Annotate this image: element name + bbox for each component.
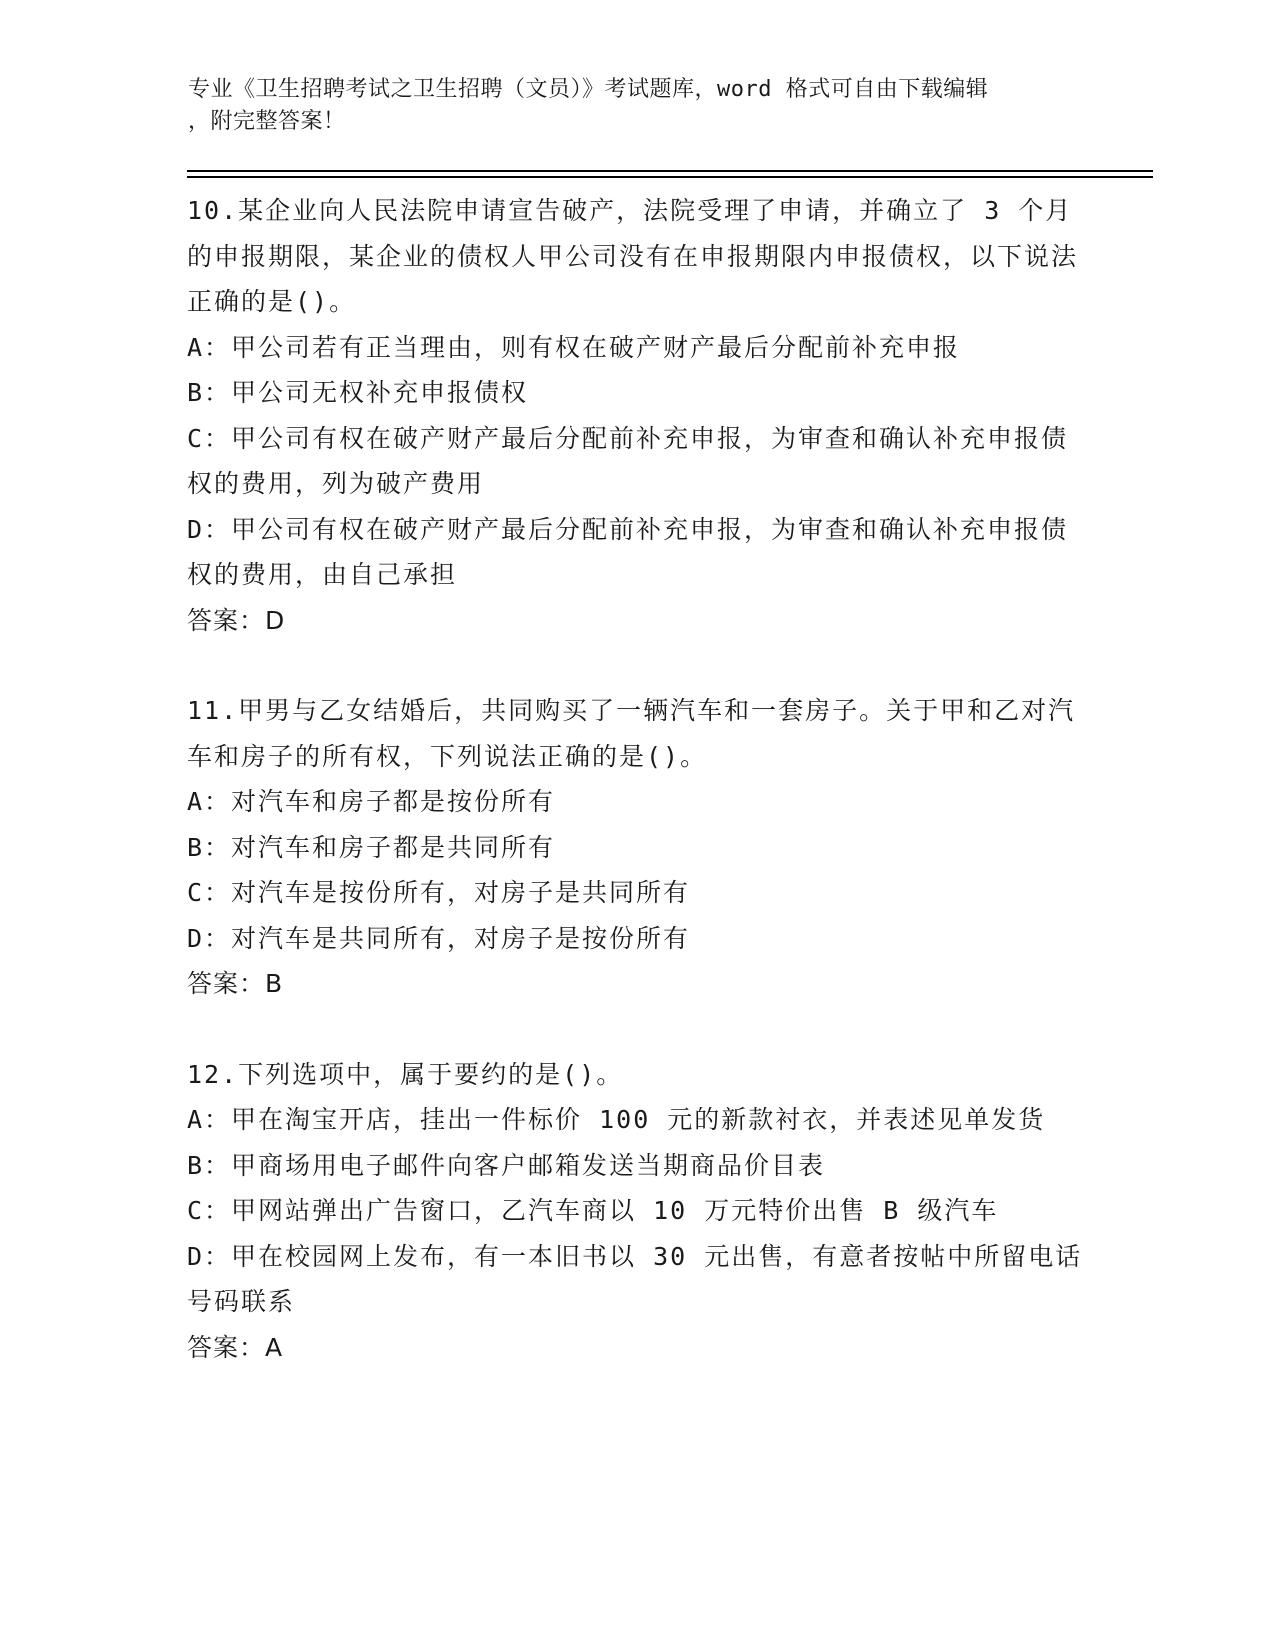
- option-a: A：甲公司若有正当理由，则有权在破产财产最后分配前补充申报: [187, 332, 961, 362]
- option-b: B：甲公司无权补充申报债权: [187, 378, 529, 407]
- question-11: [187, 688, 1087, 1007]
- option-b: B：甲商场用电子邮件向客户邮箱发送当期商品价目表: [187, 1150, 826, 1180]
- option-a: A：甲在淘宝开店，挂出一件标价 100 元的新款衬衣，并表述见单发货: [187, 1105, 1046, 1134]
- header-line-2: ，附完整答案！: [188, 109, 346, 134]
- question-10: [187, 188, 1087, 643]
- answer-label: 答案：: [187, 1332, 266, 1362]
- answer-row: [187, 598, 1087, 644]
- document-header: [188, 74, 1088, 138]
- answer-label: 答案：: [187, 605, 266, 635]
- option-d: D：甲公司有权在破产财产最后分配前补充申报，为审查和确认补充申报债权的费用，由自己承担: [187, 514, 1069, 589]
- question-list: [187, 188, 1087, 1415]
- option-d: D：对汽车是共同所有，对房子是按份所有: [187, 923, 691, 953]
- answer-label: 答案：: [187, 969, 266, 998]
- question-12: [187, 1052, 1087, 1371]
- option-c: C：甲公司有权在破产财产最后分配前补充申报，为审查和确认补充申报债权的费用，列为破产费用: [187, 423, 1069, 498]
- header-line-1: 专业《卫生招聘考试之卫生招聘（文员）》考试题库，word 格式可自由下载编辑: [188, 77, 989, 102]
- answer-row: [187, 1325, 1087, 1371]
- option-c: C：甲网站弹出广告窗口，乙汽车商以 10 万元特价出售 B 级汽车: [187, 1196, 999, 1225]
- answer-row: [187, 961, 1087, 1007]
- option-d: D：甲在校园网上发布，有一本旧书以 30 元出售，有意者按帖中所留电话号码联系: [187, 1241, 1083, 1316]
- question-stem: 12.下列选项中，属于要约的是()。: [187, 1059, 624, 1089]
- question-stem: 11.甲男与乙女结婚后，共同购买了一辆汽车和一套房子。关于甲和乙对汽车和房子的所有权，下列说法正确的是()。: [187, 696, 1076, 771]
- question-stem: 10.某企业向人民法院申请宣告破产，法院受理了申请，并确立了 3 个月的申报期限，某企业的债权人甲公司没有在申报期限内申报债权，以下说法正确的是()。: [187, 196, 1079, 316]
- answer-value: B: [265, 969, 284, 998]
- answer-value: A: [265, 1332, 284, 1362]
- option-b: B：对汽车和房子都是共同所有: [187, 832, 556, 862]
- option-c: C：对汽车是按份所有，对房子是共同所有: [187, 878, 691, 907]
- header-rule-bottom: [187, 176, 1153, 178]
- header-rule-top: [187, 170, 1153, 172]
- option-a: A：对汽车和房子都是按份所有: [187, 787, 556, 816]
- answer-value: D: [265, 605, 286, 635]
